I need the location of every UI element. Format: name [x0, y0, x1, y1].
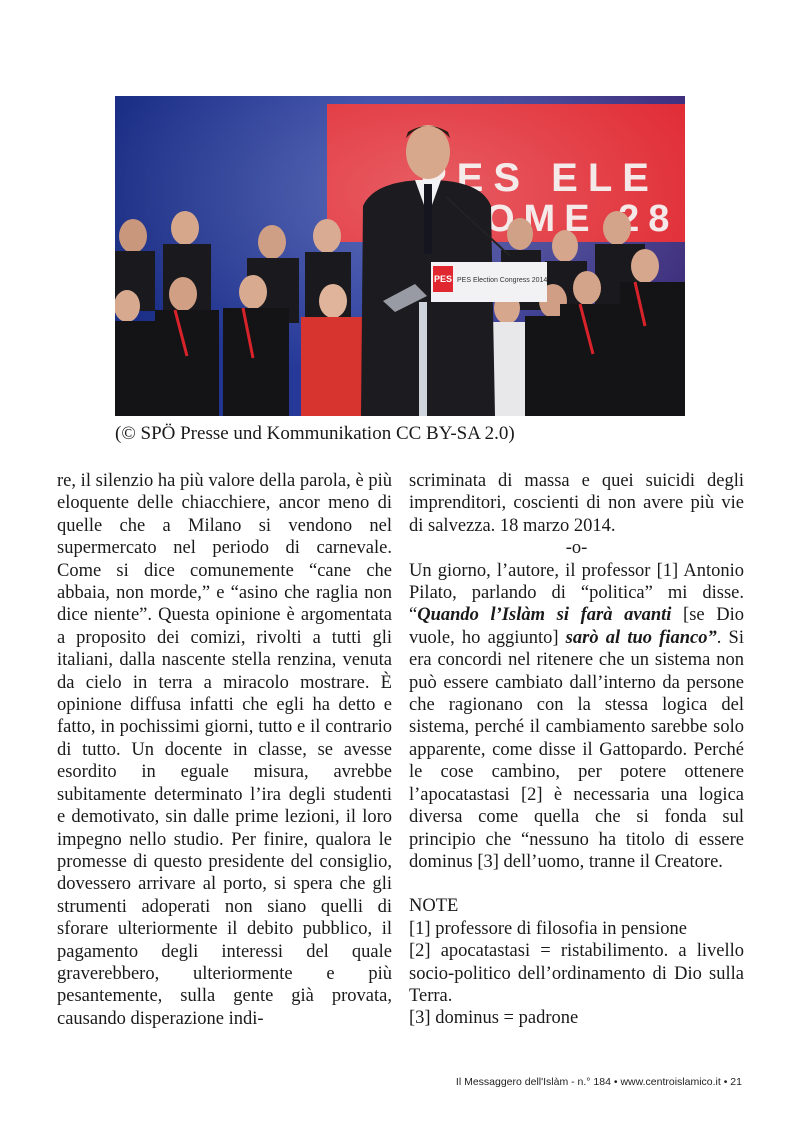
notes-title: NOTE	[409, 896, 459, 917]
article-paragraph-quote	[409, 560, 744, 874]
article-photo	[115, 96, 685, 416]
notes-section	[409, 895, 744, 1029]
article-paragraph: scriminata di massa e quei suicidi degli imprenditori, coscienti di non avere più vie di salvezza. 18 marzo 2014.	[409, 471, 744, 536]
podium-logo: PES	[434, 274, 453, 284]
note-item: [3] dominus = padrone	[409, 1008, 579, 1029]
quote-part-1: Quando l’Islàm si farà avanti	[417, 605, 672, 626]
quote-part-2: sarò al tuo fianco”	[565, 627, 717, 648]
article-column-left	[57, 470, 392, 1030]
quote-aside: [se Dio vuole, ho aggiunto]	[409, 605, 744, 648]
note-item: [2] apocatastasi = ristabilimento. a livello socio-politico dell’ordinamento di Dio sulla Terra.	[409, 941, 744, 1006]
note-item: [1] professore di filosofia in pensione	[409, 918, 687, 939]
quote-continuation: . Si era concordi nel ritenere che un sistema non può essere cambiato dall’interno da persone che ragionano con la stessa logica del sistema, perché il cambiamento sarebbe solo apparente, come disse il Gattopardo. Perché le cose cambino, per potere ottenere l’apocatastasi [2] è necessaria una logica diversa come quella che si fonda sul principio che “nessuno ha titolo di essere dominus [3] dell’uomo, tranne il Creatore.	[409, 627, 744, 872]
page-footer: Il Messaggero dell'Islàm - n.° 184 • www.centroislamico.it • 21	[455, 1076, 742, 1088]
photo-caption: (© SPÖ Presse und Kommunikation CC BY-SA 2.0)	[115, 423, 515, 444]
article-paragraph: re, il silenzio ha più valore della parola, è più eloquente delle chiacchiere, ancor meno di quelle che a Milano si vendono nel supermercato nel periodo di carnevale. Come si dice comunemente “cane che abbaia, non morde,” e “asino che raglia non dice niente”. Questa opinione è argomentata a proposito dei comizi, rivolti a tutti gli italiani, dalla nascente stella renzina, venuta da cielo in terra a miracolo mostrare. È opinione diffusa infatti che egli ha detto e fatto, in pochissimi giorni, tutto e il contrario di tutto. Un docente in classe, se avesse esordito in eguale misura, avrebbe subitamente determinato l’ira degli studenti e demotivato, sin dalle prime lezioni, il loro impegno nello studio. Per finire, qualora le promesse di questo presidente del consiglio, dovessero arrivare al porto, si spera che gli strumenti adoperati non siano quelli di sforare ulteriormente il debito pubblico, il pagamento degli interessi del quale graverebbero, ulteriormente e più pesantemente, sulla gente già provata, causando disperazione indi-	[57, 471, 392, 1029]
article-column-right	[409, 470, 744, 1030]
podium-text: PES Election Congress 2014	[457, 277, 548, 284]
section-separator: -o-	[565, 538, 588, 559]
quote-intro: Un giorno, l’autore, il professor [1] Antonio Pilato, parlando di “politica” mi disse. “	[409, 560, 744, 626]
